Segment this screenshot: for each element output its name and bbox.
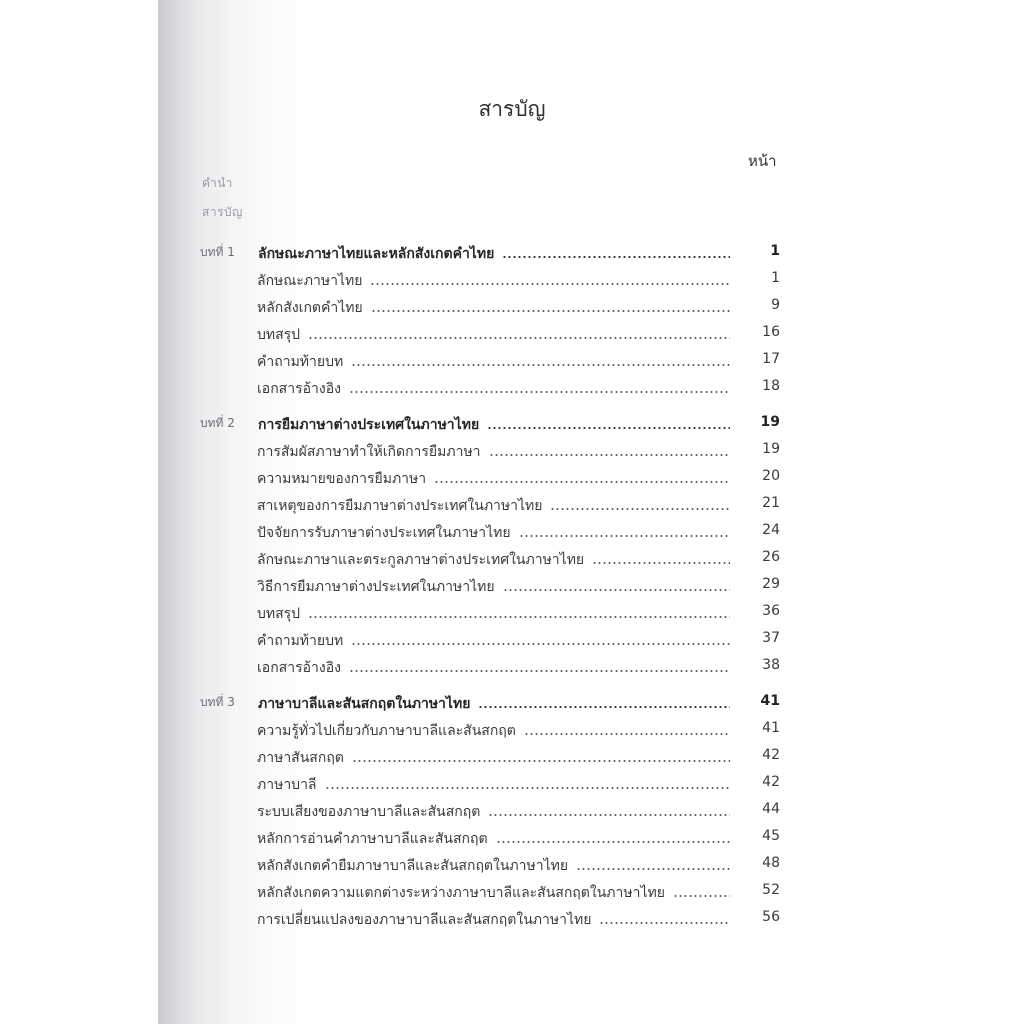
section-title: ความหมายของการยืมภาษา xyxy=(257,471,427,487)
page-number: 41 xyxy=(760,693,780,709)
page-number: 24 xyxy=(762,522,780,538)
page-number: 29 xyxy=(762,576,780,592)
page-number: 21 xyxy=(762,495,780,511)
dot-leader xyxy=(673,895,730,897)
front-matter-preface: คำนำ xyxy=(202,176,233,190)
toc-section-row xyxy=(0,630,1024,654)
dot-leader xyxy=(478,706,730,708)
dot-leader xyxy=(550,508,730,510)
section-title: ระบบเสียงของภาษาบาลีและสันสกฤต xyxy=(257,804,481,820)
chapter-label: บทที่ 3 xyxy=(200,695,235,709)
section-title: เอกสารอ้างอิง xyxy=(257,381,341,397)
toc-chapter-row xyxy=(0,693,1024,717)
toc-section-row xyxy=(0,297,1024,321)
toc-section-row xyxy=(0,747,1024,771)
dot-leader xyxy=(503,589,730,591)
dot-leader xyxy=(496,841,730,843)
dot-leader xyxy=(349,670,730,672)
front-matter-contents: สารบัญ xyxy=(202,205,243,219)
section-title: การเปลี่ยนแปลงของภาษาบาลีและสันสกฤตในภาษาไทย xyxy=(257,912,592,928)
dot-leader xyxy=(349,391,730,393)
toc-section-row xyxy=(0,882,1024,906)
dot-leader xyxy=(488,814,730,816)
section-title: ความรู้ทั่วไปเกี่ยวกับภาษาบาลีและสันสกฤต xyxy=(257,723,516,739)
page-number: 17 xyxy=(762,351,780,367)
dot-leader xyxy=(308,337,730,339)
toc-chapter-row xyxy=(0,414,1024,438)
dot-leader xyxy=(434,481,730,483)
page-number: 45 xyxy=(762,828,780,844)
dot-leader xyxy=(351,364,730,366)
page-number: 19 xyxy=(760,414,780,430)
toc-section-row xyxy=(0,603,1024,627)
toc-section-row xyxy=(0,801,1024,825)
page-number: 19 xyxy=(762,441,780,457)
section-title: ปัจจัยการรับภาษาต่างประเทศในภาษาไทย xyxy=(257,525,511,541)
toc-section-row xyxy=(0,324,1024,348)
page-number: 36 xyxy=(762,603,780,619)
page-number: 42 xyxy=(762,747,780,763)
chapter-title: การยืมภาษาต่างประเทศในภาษาไทย xyxy=(258,417,480,433)
page-number: 20 xyxy=(762,468,780,484)
dot-leader xyxy=(599,922,730,924)
dot-leader xyxy=(308,616,730,618)
page-number: 44 xyxy=(762,801,780,817)
page-number: 41 xyxy=(762,720,780,736)
page-number: 26 xyxy=(762,549,780,565)
chapter-label: บทที่ 1 xyxy=(200,245,235,259)
section-title: วิธีการยืมภาษาต่างประเทศในภาษาไทย xyxy=(257,579,495,595)
chapter-title: ลักษณะภาษาไทยและหลักสังเกตคำไทย xyxy=(258,246,495,262)
dot-leader xyxy=(370,283,730,285)
section-title: ภาษาบาลี xyxy=(257,777,317,793)
dot-leader xyxy=(489,454,730,456)
page-number: 1 xyxy=(771,270,780,286)
page-number: 9 xyxy=(771,297,780,313)
page-number: 52 xyxy=(762,882,780,898)
dot-leader xyxy=(576,868,730,870)
toc-section-row xyxy=(0,522,1024,546)
page-number: 16 xyxy=(762,324,780,340)
section-title: สาเหตุของการยืมภาษาต่างประเทศในภาษาไทย xyxy=(257,498,543,514)
page-number: 56 xyxy=(762,909,780,925)
dot-leader xyxy=(524,733,730,735)
dot-leader xyxy=(371,310,730,312)
section-title: คำถามท้ายบท xyxy=(257,354,344,370)
section-title: หลักการอ่านคำภาษาบาลีและสันสกฤต xyxy=(257,831,488,847)
dot-leader xyxy=(325,787,730,789)
section-title: การสัมผัสภาษาทำให้เกิดการยืมภาษา xyxy=(257,444,481,460)
page-number: 1 xyxy=(770,243,780,259)
section-title: ลักษณะภาษาและตระกูลภาษาต่างประเทศในภาษาไทย xyxy=(257,552,585,568)
toc-chapter-row xyxy=(0,243,1024,267)
section-title: ภาษาสันสกฤต xyxy=(257,750,344,766)
toc-section-row xyxy=(0,351,1024,375)
dot-leader xyxy=(352,760,730,762)
page-column-header: หน้า xyxy=(748,152,777,170)
page-number: 18 xyxy=(762,378,780,394)
chapter-label: บทที่ 2 xyxy=(200,416,235,430)
page-number: 48 xyxy=(762,855,780,871)
toc-section-row xyxy=(0,468,1024,492)
toc-section-row xyxy=(0,549,1024,573)
toc-section-row xyxy=(0,909,1024,933)
section-title: บทสรุป xyxy=(257,327,301,343)
page-number: 42 xyxy=(762,774,780,790)
page-number: 38 xyxy=(762,657,780,673)
section-title: บทสรุป xyxy=(257,606,301,622)
toc-section-row xyxy=(0,495,1024,519)
section-title: หลักสังเกตคำไทย xyxy=(257,300,363,316)
section-title: คำถามท้ายบท xyxy=(257,633,344,649)
toc-section-row xyxy=(0,657,1024,681)
toc-section-row xyxy=(0,720,1024,744)
section-title: ลักษณะภาษาไทย xyxy=(257,273,363,289)
toc-section-row xyxy=(0,774,1024,798)
page-number: 37 xyxy=(762,630,780,646)
chapter-title: ภาษาบาลีและสันสกฤตในภาษาไทย xyxy=(258,696,471,712)
toc-section-row xyxy=(0,576,1024,600)
page-title: สารบัญ xyxy=(478,97,546,121)
dot-leader xyxy=(487,427,730,429)
dot-leader xyxy=(502,256,730,258)
section-title: หลักสังเกตความแตกต่างระหว่างภาษาบาลีและสันสกฤตในภาษาไทย xyxy=(257,885,665,901)
section-title: เอกสารอ้างอิง xyxy=(257,660,341,676)
section-title: หลักสังเกตคำยืมภาษาบาลีและสันสกฤตในภาษาไทย xyxy=(257,858,569,874)
toc-section-row xyxy=(0,378,1024,402)
toc-section-row xyxy=(0,441,1024,465)
dot-leader xyxy=(519,535,730,537)
toc-section-row xyxy=(0,828,1024,852)
dot-leader xyxy=(351,643,730,645)
toc-section-row xyxy=(0,855,1024,879)
dot-leader xyxy=(592,562,730,564)
toc-section-row xyxy=(0,270,1024,294)
